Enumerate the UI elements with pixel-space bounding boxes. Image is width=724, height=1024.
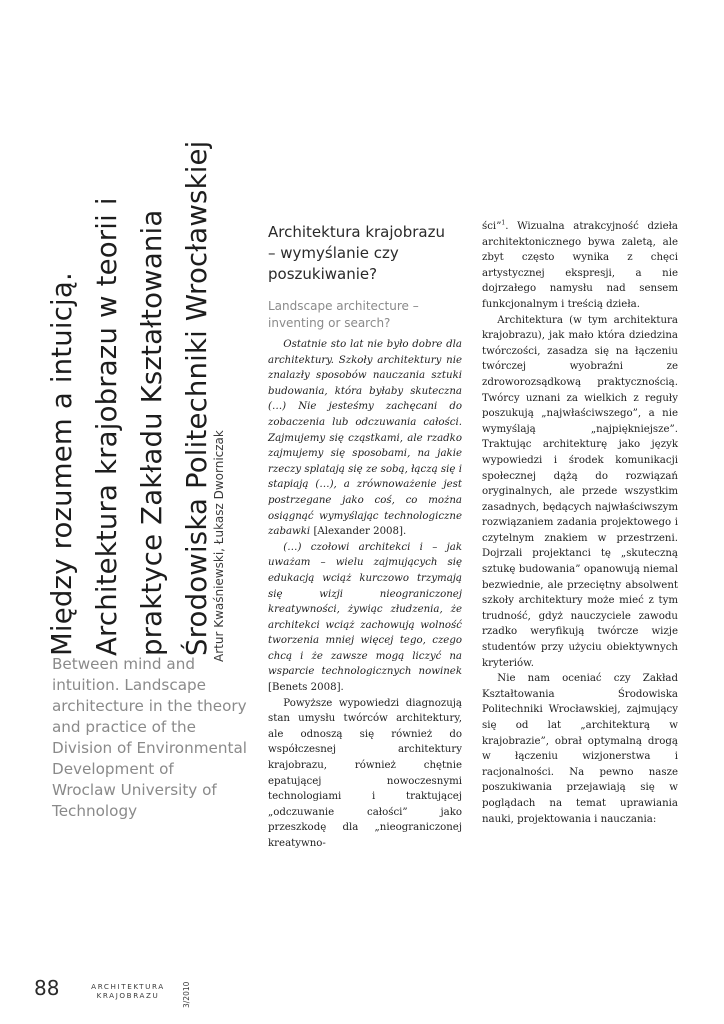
paragraph-continuation: ści” [482,221,502,232]
citation: [Alexander 2008]. [310,526,407,538]
english-title-line: and practice of the [52,718,197,736]
english-title-line: Wroclaw University of [52,781,217,799]
body-paragraph: Powyższe wypowiedzi diagnozują stan umysłu twórców architektury, ale odnoszą się również do współczesnej architektury krajobrazu, również chętnie epatującej nowoczesnymi technologiami i traktującej „odczuwanie całości” jako przeszkodę dla „nieograniczonej kreatywno- [268,697,462,849]
footnote-marker: 1 [501,219,506,227]
body-paragraph: Nie nam oceniać czy Zakład Kształtowania Środowiska Politechniki Wrocławskiej, zajmujący się od lat „architekturą w krajobrazie”, obrał optymalną drogą w łączeniu wizjonerstwa i racjonalności. Na pewno nasze poszukiwania przejawiają się w poglądach na temat uprawiania nauki, projektowania i nauczania: [482,673,678,825]
section-heading-line: – wymyślanie czy [268,244,399,262]
english-title-line: Between mind and [52,655,195,673]
authors: Artur Kwaśniewski, Łukasz Dworniczak [212,430,226,662]
text-column-2 [482,219,678,827]
journal-logo [78,982,178,1000]
polish-title-line: Środowiska Politechniki Wrocławskiej [181,140,213,656]
text-column-1 [268,337,462,852]
body-paragraph: Architektura (w tym architektura krajobrazu), jak mało która dziedzina twórczości, zasadza się na łączeniu twórczej wyobraźni ze zdroworozsądkową praktycznością. Twórcy uznani za wielkich z reguły poszukują „najwłaściwszego”, a nie wymyślają „najpiękniejsze”. Traktując architekturę jako język wypowiedzi i środek komunikacji społecznej dążą do rozwiązań oryginalnych, ale przede wszystkim zasadnych, będących najwłaściwszym rozwiązaniem zadania projektowego i czytelnym znakiem w przestrzeni. Dojrzali projektanci tę „skuteczną sztukę budowania” opanowują niemal bezwiednie, ale przeciętny absolwent szkoły architektury może mieć z tym trudność, gdyż nauczyciele zawodu rzadko weryfikują twórcze wizje studentów przy użyciu obiektywnych kryteriów. [482,314,678,669]
quote-paragraph [268,540,462,696]
polish-title-line: Między rozumem a intuicją. [46,272,78,656]
polish-title [40,96,220,656]
english-title-line: Division of Environmental [52,739,247,757]
journal-logo-line: KRAJOBRAZU [96,991,160,1000]
polish-title-line: praktyce Zakładu Kształtowania [136,209,168,656]
english-title-line: Development of [52,760,174,778]
section-heading [268,222,468,285]
section-subheading-line: inventing or search? [268,316,391,330]
section-heading-line: Architektura krajobrazu [268,223,445,241]
english-title-line: intuition. Landscape [52,676,206,694]
journal-logo-line: ARCHITEKTURA [91,982,165,991]
citation: [Benets 2008]. [268,682,344,694]
issue-label: 3/2010 [182,981,191,1008]
page-number: 88 [34,976,60,1000]
english-title-line: Technology [52,802,138,820]
paragraph-continuation-rest: . Wizualna atrakcyjność dzieła architektonicznego bywa zaletą, ale zbyt często wynika z chęci artystycznej ekspresji, a nie dojrzałego namysłu nad sensem funkcjonalnym i treścią dzieła. [482,221,678,310]
section-subheading [268,298,468,332]
polish-title-line: Architektura krajobrazu w teorii i [91,197,123,656]
english-title [52,654,252,822]
quote-alexander: Ostatnie sto lat nie było dobre dla architektury. Szkoły architektury nie znalazły sposobów nauczania sztuki budowania, która byłaby skuteczna (…) Nie jesteśmy zachęcani do zobaczenia lub odczuwania całości. Zajmujemy się cząstkami, ale rzadko zajmujemy się sposobami, na jakie rzeczy splatają się ze sobą, łączą się i stapiają (…), a zrównoważenie jest postrzegane jako coś, co można osiągnąć wymyślając technologiczne zabawki [268,339,462,538]
quote-benets: (…) czołowi architekci i – jak uważam – wielu zajmujących się edukacją wciąż kurczowo trzymają się wizji nieograniczonej kreatywności, żywiąc złudzenia, że architekci wciąż zachowują wolność tworzenia mniej więcej tego, czego chcą i że zawsze mogą liczyć na wsparcie technologicznych nowinek [268,541,462,678]
body-paragraph [482,219,678,313]
section-subheading-line: Landscape architecture – [268,299,419,313]
english-title-line: architecture in the theory [52,697,247,715]
quote-paragraph [268,337,462,540]
section-heading-line: poszukiwanie? [268,265,378,283]
